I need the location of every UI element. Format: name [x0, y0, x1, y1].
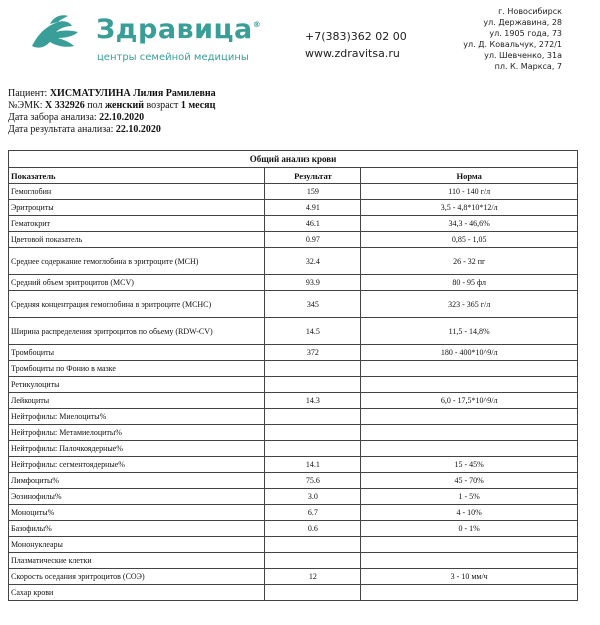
table-row	[9, 393, 578, 409]
norm-cell: 323 - 365 г/л	[361, 291, 578, 318]
table-row	[9, 345, 578, 361]
norm-cell	[361, 553, 578, 569]
norm-cell: 0,85 - 1,05	[361, 232, 578, 248]
result-cell	[265, 585, 361, 601]
result-cell: 159	[265, 184, 361, 200]
address-list	[463, 6, 562, 72]
indicator-cell: Среднее содержание гемоглобина в эритроците (МСН)	[9, 248, 265, 275]
result-cell: 12	[265, 569, 361, 585]
norm-cell: 34,3 - 46,6%	[361, 216, 578, 232]
address-line: ул. Д. Ковальчук, 272/1	[463, 40, 562, 49]
norm-cell: 4 - 10%	[361, 505, 578, 521]
emk-label: №ЭМК:	[8, 100, 43, 111]
collect-date-label: Дата забора анализа:	[8, 112, 97, 123]
norm-cell: 1 - 5%	[361, 489, 578, 505]
result-cell: 14.1	[265, 457, 361, 473]
table-title-row	[9, 151, 578, 168]
norm-cell	[361, 441, 578, 457]
address-line: ул. 1905 года, 73	[489, 29, 562, 38]
norm-cell: 0 - 1%	[361, 521, 578, 537]
table-row	[9, 200, 578, 216]
norm-cell: 26 - 32 пг	[361, 248, 578, 275]
result-cell	[265, 409, 361, 425]
table-row	[9, 425, 578, 441]
column-header-indicator: Показатель	[9, 168, 265, 184]
table-row	[9, 569, 578, 585]
indicator-cell: Ретикулоциты	[9, 377, 265, 393]
result-cell: 0.6	[265, 521, 361, 537]
norm-cell	[361, 425, 578, 441]
norm-cell: 80 - 95 фл	[361, 275, 578, 291]
phone-number[interactable]: +7(383)362 02 00	[305, 30, 407, 43]
result-cell: 46.1	[265, 216, 361, 232]
result-cell	[265, 553, 361, 569]
result-cell	[265, 361, 361, 377]
header	[0, 0, 600, 80]
result-date-label: Дата результата анализа:	[8, 124, 114, 135]
norm-cell: 15 - 45%	[361, 457, 578, 473]
table-header-row	[9, 168, 578, 184]
indicator-cell: Нейтрофилы: сегментоядерные%	[9, 457, 265, 473]
norm-cell	[361, 585, 578, 601]
indicator-cell: Нейтрофилы: Метамиелоциты%	[9, 425, 265, 441]
norm-cell: 45 - 70%	[361, 473, 578, 489]
table-row	[9, 184, 578, 200]
indicator-cell: Цветовой показатель	[9, 232, 265, 248]
result-cell	[265, 441, 361, 457]
table-title: Общий анализ крови	[9, 151, 578, 168]
address-line: ул. Державина, 28	[483, 18, 562, 27]
indicator-cell: Средняя концентрация гемоглобина в эритроците (МСНС)	[9, 291, 265, 318]
emk-value: Х 332926	[44, 100, 85, 111]
result-cell: 6.7	[265, 505, 361, 521]
indicator-cell: Гемоглобин	[9, 184, 265, 200]
result-cell	[265, 377, 361, 393]
indicator-cell: Средний объем эритроцитов (MCV)	[9, 275, 265, 291]
table-row	[9, 318, 578, 345]
indicator-cell: Тромбоциты по Фонио в мазке	[9, 361, 265, 377]
contact-block	[305, 28, 407, 62]
norm-cell	[361, 409, 578, 425]
table-row	[9, 216, 578, 232]
indicator-cell: Моноциты%	[9, 505, 265, 521]
age-value: 1 месяц	[180, 100, 216, 111]
table-row	[9, 585, 578, 601]
table-row	[9, 489, 578, 505]
result-cell: 345	[265, 291, 361, 318]
table-row	[9, 291, 578, 318]
norm-cell: 6,0 - 17,5*10^9/л	[361, 393, 578, 409]
result-cell: 372	[265, 345, 361, 361]
indicator-cell: Нейтрофилы: Миелоциты%	[9, 409, 265, 425]
brand-tagline: центры семейной медицины	[97, 52, 249, 63]
indicator-cell: Сахар крови	[9, 585, 265, 601]
sex-value: женский	[104, 100, 144, 111]
result-cell: 3.0	[265, 489, 361, 505]
column-header-result: Результат	[265, 168, 361, 184]
table-row	[9, 473, 578, 489]
hands-logo-icon	[28, 12, 84, 56]
logo	[28, 12, 84, 56]
results-table-wrap	[8, 150, 578, 601]
table-row	[9, 553, 578, 569]
norm-cell: 3 - 10 мм/ч	[361, 569, 578, 585]
result-date-line	[8, 124, 216, 136]
patient-info	[8, 88, 216, 136]
indicator-cell: Мононуклеары	[9, 537, 265, 553]
indicator-cell: Плазматические клетки	[9, 553, 265, 569]
indicator-cell: Нейтрофилы: Палочкоядерные%	[9, 441, 265, 457]
result-cell: 4.91	[265, 200, 361, 216]
table-row	[9, 457, 578, 473]
result-date: 22.10.2020	[115, 124, 161, 135]
result-cell	[265, 425, 361, 441]
table-body	[9, 184, 578, 601]
table-row	[9, 521, 578, 537]
result-cell: 32.4	[265, 248, 361, 275]
age-label: возраст	[146, 100, 179, 111]
indicator-cell: Тромбоциты	[9, 345, 265, 361]
result-cell: 14.5	[265, 318, 361, 345]
table-row	[9, 537, 578, 553]
norm-cell	[361, 361, 578, 377]
norm-cell: 3,5 - 4,8*10*12/л	[361, 200, 578, 216]
patient-emk-line	[8, 100, 216, 112]
result-cell	[265, 537, 361, 553]
results-table	[8, 150, 578, 601]
table-row	[9, 377, 578, 393]
indicator-cell: Эритроциты	[9, 200, 265, 216]
indicator-cell: Гематокрит	[9, 216, 265, 232]
norm-cell: 11,5 - 14,8%	[361, 318, 578, 345]
indicator-cell: Лимфоциты%	[9, 473, 265, 489]
indicator-cell: Базофилы%	[9, 521, 265, 537]
table-row	[9, 361, 578, 377]
table-row	[9, 248, 578, 275]
address-line: г. Новосибирск	[498, 7, 562, 16]
result-cell: 75.6	[265, 473, 361, 489]
table-row	[9, 232, 578, 248]
table-row	[9, 409, 578, 425]
result-cell: 0.97	[265, 232, 361, 248]
norm-cell: 180 - 400*10^9/л	[361, 345, 578, 361]
sex-label: пол	[87, 100, 103, 111]
collect-date-line	[8, 112, 216, 124]
table-row	[9, 505, 578, 521]
result-cell: 14.3	[265, 393, 361, 409]
brand-name: Здравица®	[96, 14, 262, 45]
table-row	[9, 441, 578, 457]
norm-cell	[361, 537, 578, 553]
indicator-cell: Скорость оседания эритроцитов (СОЭ)	[9, 569, 265, 585]
indicator-cell: Ширина распределения эритроцитов по обьему (RDW-CV)	[9, 318, 265, 345]
website-link[interactable]: www.zdravitsa.ru	[305, 47, 400, 60]
norm-cell	[361, 377, 578, 393]
address-line: пл. К. Маркса, 7	[494, 62, 562, 71]
patient-label: Пациент:	[8, 88, 48, 99]
patient-name-line	[8, 88, 216, 100]
patient-name: ХИСМАТУЛИНА Лилия Рамилевна	[49, 88, 216, 99]
indicator-cell: Лейкоциты	[9, 393, 265, 409]
table-row	[9, 275, 578, 291]
address-line: ул. Шевченко, 31а	[484, 51, 562, 60]
norm-cell: 110 - 140 г/л	[361, 184, 578, 200]
indicator-cell: Эозинофилы%	[9, 489, 265, 505]
column-header-norm: Норма	[361, 168, 578, 184]
collect-date: 22.10.2020	[99, 112, 145, 123]
result-cell: 93.9	[265, 275, 361, 291]
